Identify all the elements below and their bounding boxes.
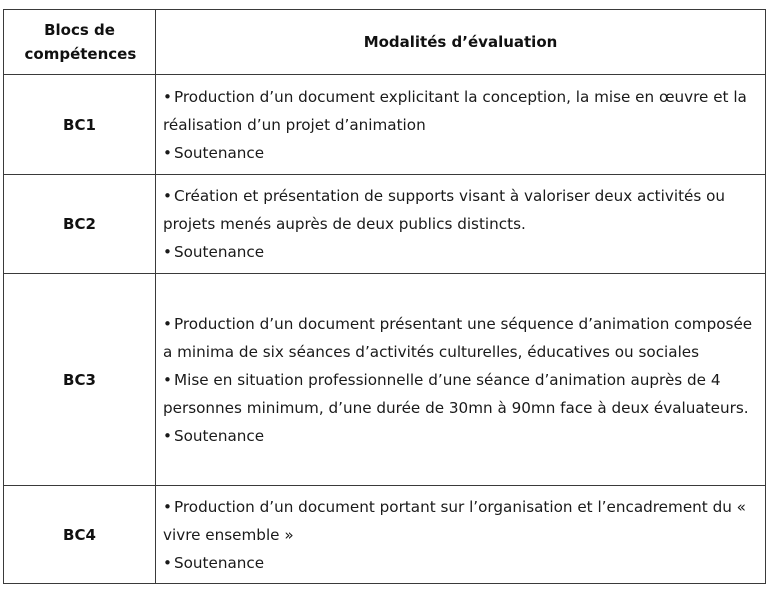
bullet-icon: •	[163, 426, 172, 445]
list-item	[163, 366, 757, 422]
header-blocs-label: Blocs de compétences	[24, 21, 137, 63]
bullet-icon: •	[163, 497, 172, 516]
bullet-icon: •	[163, 314, 172, 333]
table-row	[4, 486, 766, 584]
list-item-text: Soutenance	[174, 553, 265, 572]
table-row	[4, 175, 766, 274]
bullet-icon: •	[163, 243, 172, 261]
bloc-cell: BC4	[4, 486, 156, 584]
modalites-cell	[156, 75, 766, 175]
table-header-row	[4, 10, 766, 75]
bullet-icon: •	[163, 553, 172, 572]
list-item-text: Soutenance	[174, 426, 265, 445]
table-row	[4, 75, 766, 175]
bloc-cell: BC3	[4, 274, 156, 486]
bullet-icon: •	[163, 370, 172, 389]
table-row	[4, 274, 766, 486]
list-item-text: Production d’un document présentant une séquence d’animation composée a minima de six séances d’activités culturelles, éducatives ou sociales	[163, 314, 753, 361]
modalites-cell	[156, 274, 766, 486]
list-item	[163, 549, 757, 577]
bullet-icon: •	[163, 87, 172, 106]
list-item-text: Mise en situation professionnelle d’une séance d’animation auprès de 4 personnes minimum, d’une durée de 30mn à 90mn face à deux évaluateurs.	[163, 370, 749, 417]
list-item-text: Soutenance	[174, 243, 265, 261]
bloc-cell: BC2	[4, 175, 156, 274]
list-item-text: Création et présentation de supports visant à valoriser deux activités ou projets menés auprès de deux publics distincts.	[163, 187, 726, 233]
bullet-icon: •	[163, 143, 172, 162]
list-item	[163, 310, 757, 366]
modalites-cell	[156, 175, 766, 274]
list-item-text: Soutenance	[174, 143, 265, 162]
bloc-cell: BC1	[4, 75, 156, 175]
list-item	[163, 139, 757, 167]
header-modalites-label: Modalités d’évaluation	[363, 33, 558, 51]
header-modalites	[156, 10, 766, 75]
list-item	[163, 493, 757, 549]
modalites-cell	[156, 486, 766, 584]
list-item	[163, 83, 757, 139]
list-item	[163, 182, 757, 238]
list-item	[163, 422, 757, 450]
list-item	[163, 238, 757, 266]
evaluation-table	[3, 9, 766, 584]
bullet-icon: •	[163, 187, 172, 205]
header-blocs	[4, 10, 156, 75]
list-item-text: Production d’un document explicitant la conception, la mise en œuvre et la réalisation d’un projet d’animation	[163, 87, 747, 134]
list-item-text: Production d’un document portant sur l’organisation et l’encadrement du « vivre ensemble »	[163, 497, 746, 544]
